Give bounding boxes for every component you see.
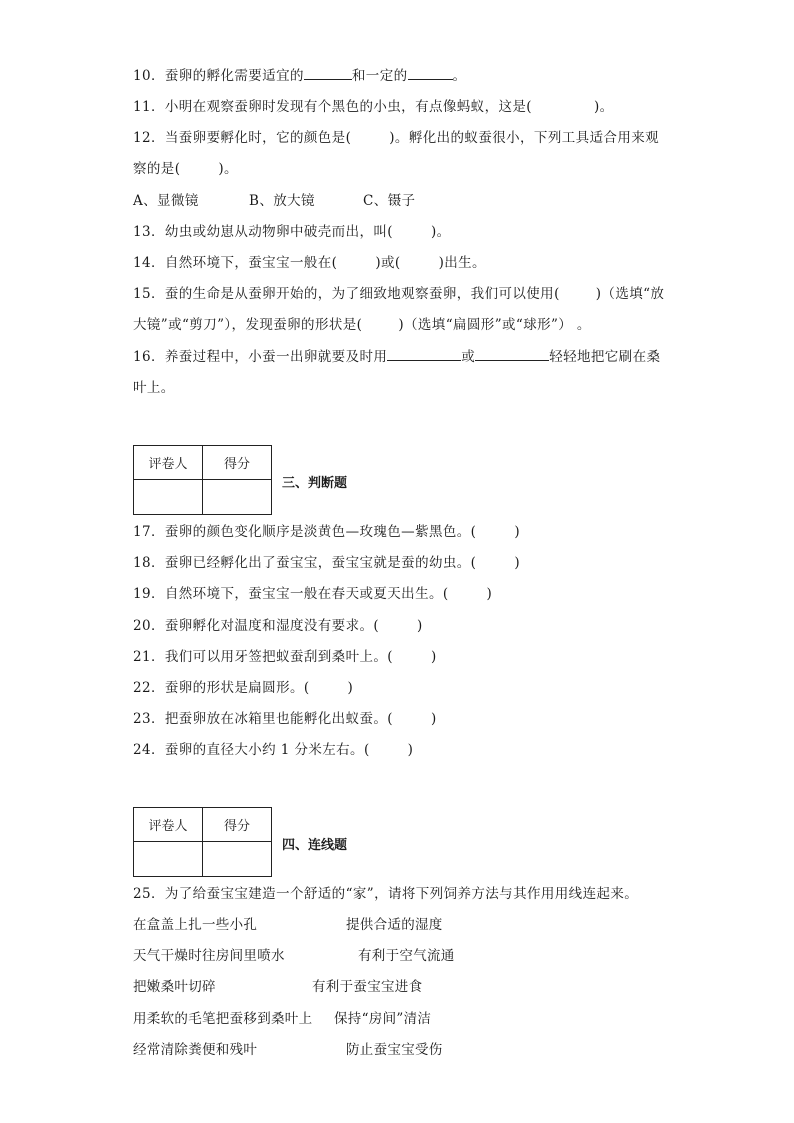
match-left-item[interactable]: 在盒盖上扎一些小孔: [133, 917, 258, 933]
match-left-item[interactable]: 把嫩桑叶切碎: [133, 979, 216, 995]
answer-blank[interactable]: [387, 348, 461, 361]
question-11: 11．小明在观察蚕卵时发现有个黑色的小虫，有点像蚂蚁，这是( )。: [133, 99, 614, 115]
score-cell[interactable]: [203, 842, 272, 877]
score-table-section-4: [133, 807, 272, 877]
section-3-title: 三、判断题: [282, 476, 348, 491]
grader-cell[interactable]: [134, 480, 203, 515]
match-right-item[interactable]: 有利于蚕宝宝进食: [312, 979, 423, 995]
match-left-item[interactable]: 用柔软的毛笔把蚕移到桑叶上: [133, 1011, 313, 1027]
match-right-item[interactable]: 保持“房间”清洁: [334, 1011, 432, 1027]
option-c[interactable]: C、镊子: [363, 193, 416, 209]
question-25: 25．为了给蚕宝宝建造一个舒适的“家”，请将下列饲养方法与其作用用线连起来。: [133, 886, 639, 902]
grader-header: 评卷人: [134, 808, 203, 842]
score-cell[interactable]: [203, 480, 272, 515]
question-12-line1: 12．当蚕卵要孵化时，它的颜色是( )。孵化出的蚁蚕很小，下列工具适合用来观: [133, 130, 660, 146]
question-14: 14．自然环境下，蚕宝宝一般在( )或( )出生。: [133, 255, 486, 271]
option-a[interactable]: A、显微镜: [133, 193, 199, 209]
score-header: 得分: [203, 446, 272, 480]
match-right-item[interactable]: 提供合适的湿度: [346, 917, 443, 933]
question-17: 17．蚕卵的颜色变化顺序是淡黄色—玫瑰色—紫黑色。( ): [133, 524, 521, 540]
answer-blank[interactable]: [304, 67, 352, 80]
answer-blank[interactable]: [475, 348, 549, 361]
question-10: 10．蚕卵的孵化需要适宜的 和一定的 。: [133, 68, 467, 84]
grader-header: 评卷人: [134, 446, 203, 480]
question-16-line2: 叶上。: [133, 380, 175, 396]
section-4-title: 四、连线题: [282, 838, 348, 853]
question-21: 21．我们可以用牙签把蚁蚕刮到桑叶上。( ): [133, 649, 437, 665]
answer-blank[interactable]: [408, 67, 453, 80]
question-20: 20．蚕卵孵化对温度和湿度没有要求。( ): [133, 618, 423, 634]
match-left-item[interactable]: 天气干燥时往房间里喷水: [133, 948, 285, 964]
question-23: 23．把蚕卵放在冰箱里也能孵化出蚁蚕。( ): [133, 711, 437, 727]
question-19: 19．自然环境下，蚕宝宝一般在春天或夏天出生。( ): [133, 586, 493, 602]
grader-cell[interactable]: [134, 842, 203, 877]
score-table-section-3: [133, 445, 272, 515]
match-right-item[interactable]: 防止蚕宝宝受伤: [346, 1042, 443, 1058]
question-18: 18．蚕卵已经孵化出了蚕宝宝，蚕宝宝就是蚕的幼虫。( ): [133, 555, 521, 571]
score-header: 得分: [203, 808, 272, 842]
question-16-line1: 16．养蚕过程中，小蚕一出卵就要及时用 或 轻轻地把它刷在桑: [133, 349, 661, 365]
match-left-item[interactable]: 经常清除粪便和残叶: [133, 1042, 258, 1058]
option-b[interactable]: B、放大镜: [249, 193, 315, 209]
question-22: 22．蚕卵的形状是扁圆形。( ): [133, 680, 354, 696]
question-15-line1: 15．蚕的生命是从蚕卵开始的，为了细致地观察蚕卵，我们可以使用( )（选填“放: [133, 286, 665, 302]
question-12-line2: 察的是( )。: [133, 161, 238, 177]
question-15-line2: 大镜”或“剪刀”），发现蚕卵的形状是( )（选填“扁圆形”或“球形”） 。: [133, 317, 591, 333]
question-24: 24．蚕卵的直径大小约 1 分米左右。( ): [133, 742, 414, 758]
match-right-item[interactable]: 有利于空气流通: [358, 948, 455, 964]
question-12-options: [133, 192, 416, 210]
question-13: 13．幼虫或幼崽从动物卵中破壳而出，叫( )。: [133, 224, 451, 240]
